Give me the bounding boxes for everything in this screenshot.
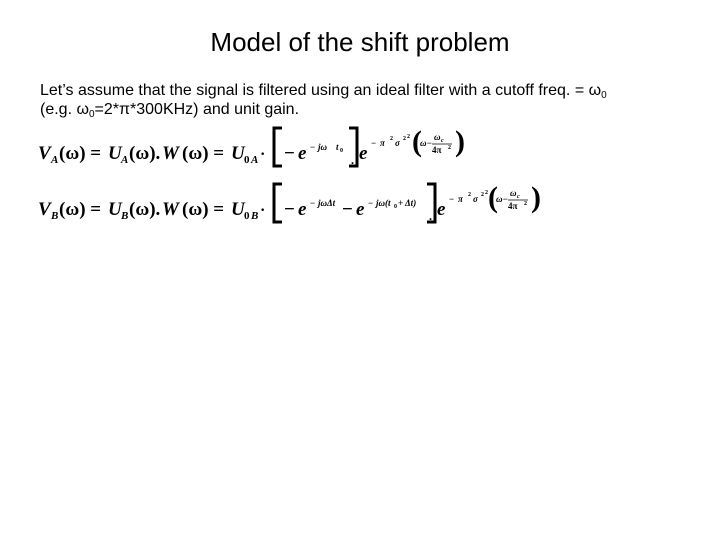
svg-text:U: U (231, 199, 245, 220)
body-line-1: Let’s assume that the signal is filtered using an ideal filter with a cutoff freq. = $\omega_0$ (40, 82, 607, 101)
svg-text:A: A (251, 154, 259, 166)
svg-text:σ: σ (395, 138, 400, 148)
body-line-2: (e.g. $\omega_0=2*\pi*300KHz$) and unit gain. (40, 101, 300, 120)
svg-text:A: A (51, 154, 59, 166)
svg-text:−: − (284, 199, 295, 220)
svg-text:−: − (449, 194, 455, 204)
svg-text:(ω) =: (ω) = (59, 199, 102, 220)
slide-title: Model of the shift problem (210, 27, 510, 57)
left-bracket-b (274, 184, 282, 222)
svg-text:4π: 4π (432, 145, 442, 155)
svg-text:jωΔt: jωΔt (318, 198, 336, 208)
svg-text:2: 2 (448, 145, 451, 151)
svg-text:2: 2 (407, 134, 410, 140)
svg-text:2: 2 (481, 192, 484, 198)
svg-text:ω: ω (434, 132, 441, 142)
svg-text:2: 2 (524, 201, 527, 207)
svg-text:.: . (429, 209, 432, 223)
svg-text:(ω) =: (ω) = (182, 143, 225, 164)
svg-text:0: 0 (244, 154, 250, 166)
svg-text:.: . (351, 153, 354, 167)
svg-text:2: 2 (485, 190, 488, 196)
svg-text:): ) (531, 181, 541, 214)
svg-text:(ω) =: (ω) = (182, 199, 225, 220)
svg-text:e: e (437, 199, 446, 220)
svg-text:e: e (359, 143, 368, 164)
svg-text:ω: ω (510, 188, 517, 198)
svg-text:c: c (441, 138, 444, 144)
svg-text:(: ( (488, 181, 498, 214)
svg-text:t: t (336, 142, 339, 152)
svg-text:e: e (298, 143, 307, 164)
svg-text:π: π (458, 194, 463, 204)
svg-text:e: e (298, 199, 307, 220)
svg-text:−: − (310, 142, 316, 152)
svg-text:−: − (342, 199, 353, 220)
svg-text:(ω) =: (ω) = (59, 143, 102, 164)
svg-text:W: W (162, 143, 179, 164)
svg-text:(ω).: (ω). (129, 143, 161, 164)
svg-text:4π: 4π (508, 201, 518, 211)
svg-text:(ω).: (ω). (129, 199, 161, 220)
svg-text:π: π (380, 138, 385, 148)
svg-text:B: B (251, 210, 259, 222)
svg-text:V: V (38, 143, 51, 164)
svg-text:2: 2 (390, 136, 393, 142)
svg-text:2: 2 (403, 136, 406, 142)
svg-text:V: V (38, 199, 51, 220)
svg-text:0: 0 (340, 148, 343, 154)
svg-text:U: U (108, 199, 122, 220)
svg-text:+ Δt): + Δt) (398, 198, 417, 208)
svg-text:−: − (368, 198, 374, 208)
svg-text:ω−: ω− (496, 194, 508, 204)
svg-text:U: U (108, 143, 122, 164)
svg-text:·: · (260, 202, 266, 219)
svg-text:0: 0 (244, 210, 250, 222)
svg-text:c: c (517, 194, 520, 200)
svg-text:B: B (51, 210, 59, 222)
svg-text:jω: jω (318, 142, 328, 152)
svg-text:e: e (356, 199, 365, 220)
svg-text:−: − (284, 143, 295, 164)
svg-text:0: 0 (394, 204, 397, 210)
svg-text:U: U (231, 143, 245, 164)
svg-text:·: · (260, 146, 266, 163)
svg-text:jω(t: jω(t (376, 198, 391, 208)
svg-text:−: − (371, 138, 377, 148)
svg-text:): ) (455, 125, 465, 158)
svg-text:ω−: ω− (420, 138, 432, 148)
svg-text:A: A (121, 154, 129, 166)
svg-text:−: − (310, 198, 316, 208)
svg-text:W: W (162, 199, 179, 220)
svg-text:(: ( (412, 125, 422, 158)
svg-text:2: 2 (468, 192, 471, 198)
svg-text:B: B (121, 210, 129, 222)
svg-text:σ: σ (473, 194, 478, 204)
